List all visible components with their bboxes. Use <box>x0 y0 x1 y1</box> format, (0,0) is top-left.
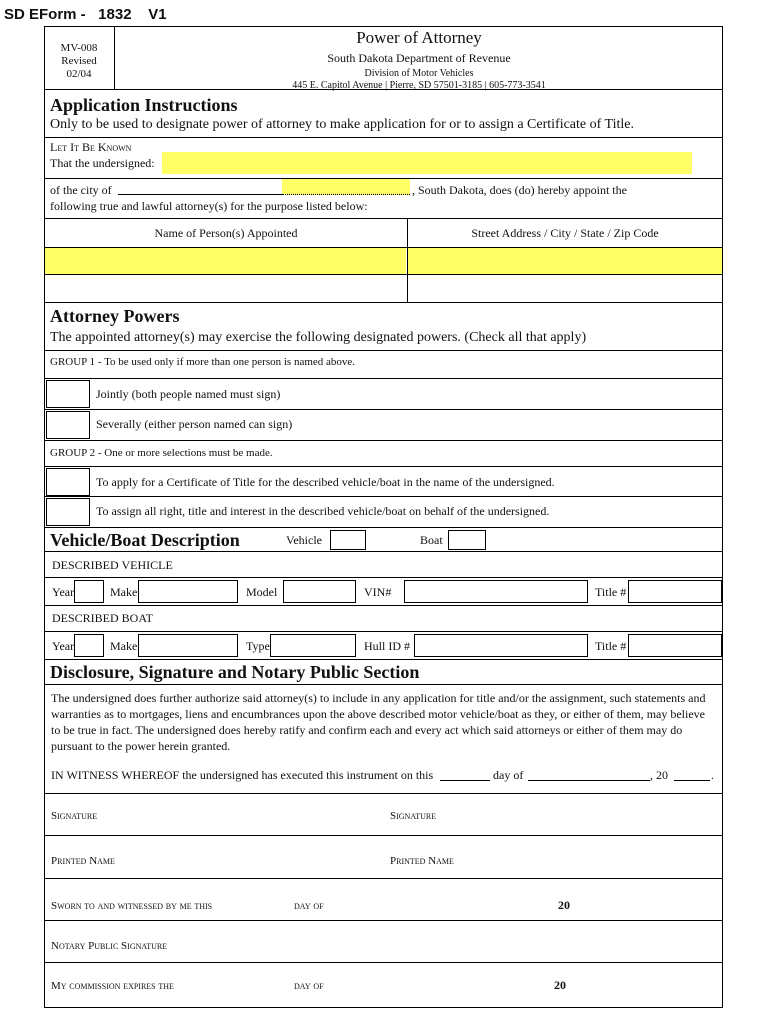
group2-label: GROUP 2 - One or more selections must be made. <box>50 447 273 459</box>
divider <box>44 962 723 963</box>
apply-label: To apply for a Certificate of Title for the described vehicle/boat in the name of the undersigned. <box>96 475 555 489</box>
divider <box>44 684 723 685</box>
boat-hull-field[interactable] <box>414 634 588 657</box>
described-vehicle: DESCRIBED VEHICLE <box>52 558 173 572</box>
vehicle-vin-field[interactable] <box>404 580 588 603</box>
divider <box>44 659 723 660</box>
boat-label: Boat <box>420 533 443 547</box>
notary-signature-label: Notary Public Signature <box>51 940 168 952</box>
boat-make-field[interactable] <box>138 634 238 657</box>
revised-label: Revised <box>61 55 97 67</box>
boat-type-label: Type <box>246 639 270 653</box>
divider <box>44 631 723 632</box>
divider <box>44 527 723 528</box>
vehicle-model-label: Model <box>246 585 278 599</box>
boat-year-label: Year <box>52 639 75 653</box>
divider <box>44 137 723 138</box>
divider <box>44 466 723 467</box>
address: 445 E. Capitol Avenue | Pierre, SD 57501-3185 | 605-773-3541 <box>292 80 546 91</box>
vehicle-vin-label: VIN# <box>364 585 392 599</box>
divider <box>44 835 723 836</box>
sworn-label: Sworn to and witnessed by me this <box>51 900 213 912</box>
vehicle-label: Vehicle <box>286 533 322 547</box>
witness-period: . <box>711 768 714 782</box>
disclosure-heading: Disclosure, Signature and Notary Public Section <box>50 662 420 682</box>
appointee-name-field-1[interactable] <box>45 248 406 274</box>
divider <box>44 878 723 879</box>
disclosure-line-2: warranties as to mortgages, liens and encumbrances upon the above described motor vehicle/boat as they, or either of them, may believe <box>51 707 705 721</box>
col-address-header: Street Address / City / State / Zip Code <box>471 226 659 240</box>
disclosure-line-1: The undersigned does further authorize said attorney(s) to include in any application for title and/or the assignment, such statements and <box>51 691 706 705</box>
form-number-block <box>46 42 112 81</box>
vehicle-make-label: Make <box>110 585 138 599</box>
divider <box>44 496 723 497</box>
signature-label-2: Signature <box>390 810 437 822</box>
divider <box>44 409 723 410</box>
instructions-text: Only to be used to designate power of attorney to make application for or to assign a Certificate of Title. <box>50 117 634 132</box>
boat-year-field[interactable] <box>74 634 104 657</box>
witness-month-field[interactable] <box>528 780 650 781</box>
severally-label: Severally (either person named can sign) <box>96 417 293 431</box>
divider <box>44 378 723 379</box>
jointly-label: Jointly (both people named must sign) <box>96 387 281 401</box>
powers-text: The appointed attorney(s) may exercise the following designated powers. (Check all that apply) <box>50 330 587 345</box>
powers-heading: Attorney Powers <box>50 306 180 326</box>
appointee-name-field-2[interactable] <box>45 275 406 301</box>
city-suffix: , South Dakota, does (do) hereby appoint the <box>412 183 627 197</box>
witness-day-field[interactable] <box>440 780 490 781</box>
disclosure-text <box>51 690 719 754</box>
vehicle-checkbox[interactable] <box>330 530 366 550</box>
sworn-twenty: 20 <box>558 898 570 912</box>
appointee-address-field-2[interactable] <box>408 275 722 301</box>
header-title-block <box>116 28 722 91</box>
header-divider <box>114 26 115 90</box>
form-number: MV-008 <box>60 42 98 54</box>
vehicle-model-field[interactable] <box>283 580 356 603</box>
commission-twenty: 20 <box>554 978 566 992</box>
division: Division of Motor Vehicles <box>364 68 474 79</box>
vehicle-title-label: Title # <box>595 585 627 599</box>
instructions-heading: Application Instructions <box>50 95 238 115</box>
assign-checkbox[interactable] <box>46 498 90 526</box>
divider <box>44 440 723 441</box>
col-name-header: Name of Person(s) Appointed <box>154 226 298 240</box>
vehicle-title-field[interactable] <box>628 580 722 603</box>
assign-label: To assign all right, title and interest in the described vehicle/boat on behalf of the undersigned. <box>96 504 550 518</box>
vehicle-heading: Vehicle/Boat Description <box>50 530 240 550</box>
divider <box>44 605 723 606</box>
divider <box>44 577 723 578</box>
witness-twenty: , 20 <box>650 768 668 782</box>
undersigned-field[interactable] <box>162 152 692 174</box>
divider <box>44 302 723 303</box>
city-underline <box>118 194 282 195</box>
apply-checkbox[interactable] <box>46 468 90 496</box>
boat-title-label: Title # <box>595 639 627 653</box>
disclosure-line-3: to be true in fact. The undersigned does hereby ratify and confirm each and every act which said attorneys or either of them may do <box>51 723 683 737</box>
revised-date: 02/04 <box>66 68 92 80</box>
divider <box>44 89 723 90</box>
divider <box>44 551 723 552</box>
witness-text: IN WITNESS WHEREOF the undersigned has executed this instrument on this <box>51 768 434 782</box>
vehicle-year-field[interactable] <box>74 580 104 603</box>
boat-type-field[interactable] <box>270 634 356 657</box>
divider <box>44 350 723 351</box>
disclosure-line-4: pursuant to the power herein granted. <box>51 739 231 753</box>
severally-checkbox[interactable] <box>46 411 90 439</box>
commission-label: My commission expires the <box>51 980 174 992</box>
vehicle-make-field[interactable] <box>138 580 238 603</box>
city-line2: following true and lawful attorney(s) for the purpose listed below: <box>50 199 368 213</box>
divider <box>44 920 723 921</box>
commission-day-of: day of <box>294 980 324 992</box>
described-boat: DESCRIBED BOAT <box>52 611 154 625</box>
boat-hull-label: Hull ID # <box>364 639 410 653</box>
printed-name-label-1: Printed Name <box>51 855 115 867</box>
page-title: Power of Attorney <box>356 28 482 47</box>
jointly-checkbox[interactable] <box>46 380 90 408</box>
boat-checkbox[interactable] <box>448 530 486 550</box>
let-it-be-known: Let It Be Known <box>50 140 132 154</box>
signature-label-1: Signature <box>51 810 98 822</box>
boat-make-label: Make <box>110 639 138 653</box>
witness-year-field[interactable] <box>674 780 710 781</box>
sworn-day-of: day of <box>294 900 324 912</box>
form-id: SD EForm - 1832 V1 <box>4 6 167 23</box>
divider <box>44 793 723 794</box>
department: South Dakota Department of Revenue <box>327 51 511 65</box>
witness-day-of: day of <box>493 768 524 782</box>
group1-label: GROUP 1 - To be used only if more than one person is named above. <box>50 356 356 368</box>
undersigned-label: That the undersigned: <box>50 156 155 170</box>
printed-name-label-2: Printed Name <box>390 855 454 867</box>
boat-title-field[interactable] <box>628 634 722 657</box>
divider <box>44 218 723 219</box>
city-label: of the city of <box>50 183 112 197</box>
appointee-address-field-1[interactable] <box>408 248 722 274</box>
city-field[interactable] <box>282 179 410 195</box>
vehicle-year-label: Year <box>52 585 75 599</box>
